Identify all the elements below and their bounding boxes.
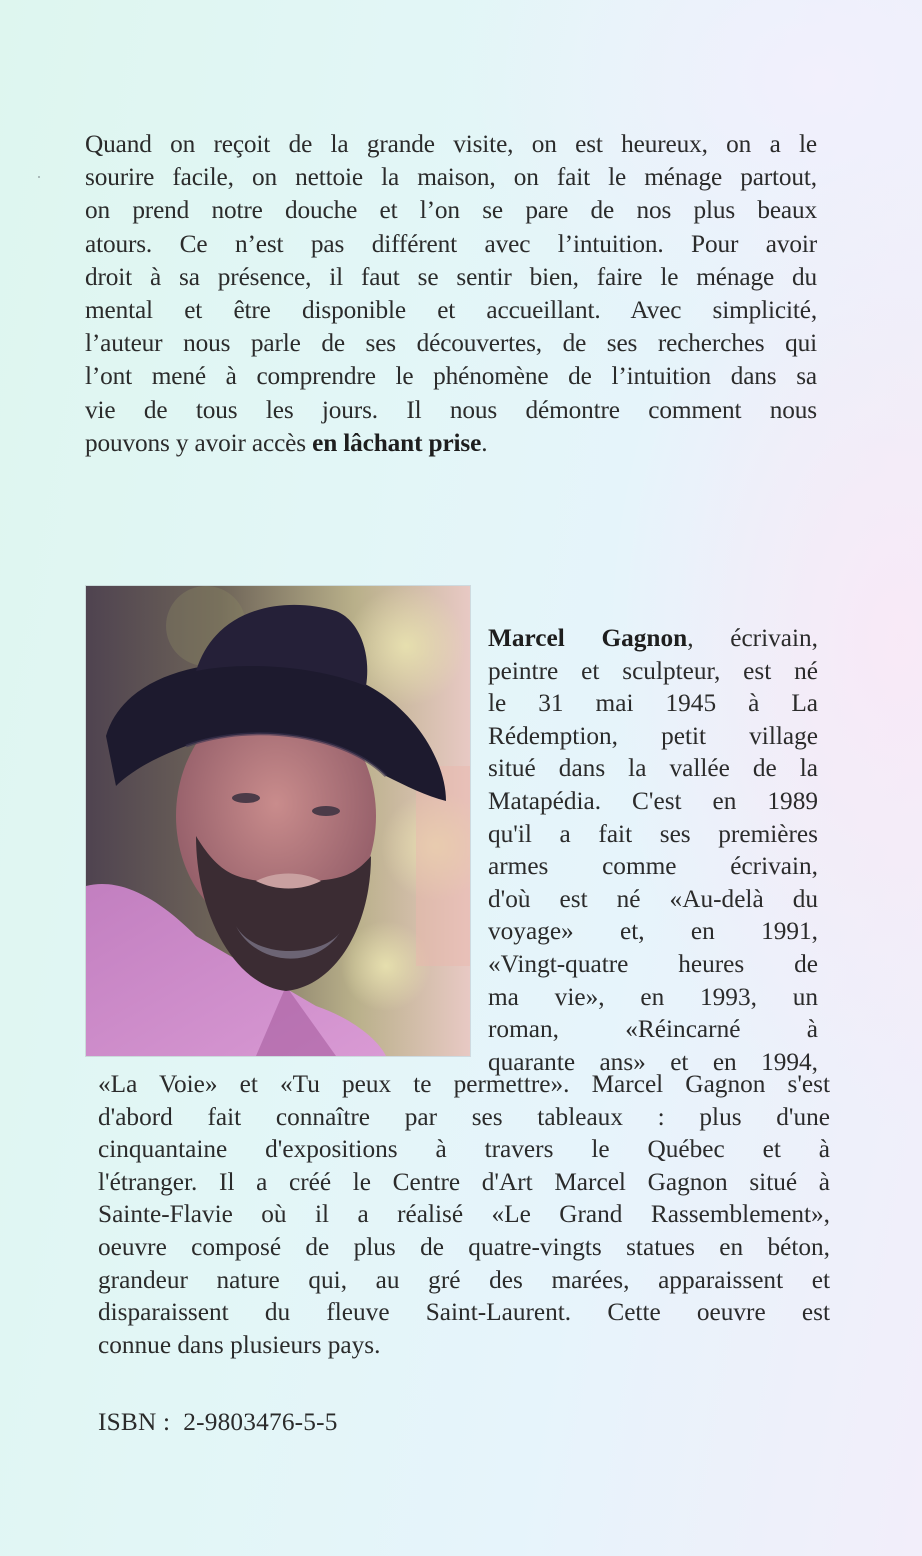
blurb-line: l’ont mené à comprendre le phénomène de l’intuition dans sa: [85, 362, 817, 391]
bio-text: , écrivain,: [687, 624, 818, 652]
bio-line: cinquantaine d'expositions à travers le Québec et à: [98, 1135, 830, 1164]
blurb-emphasis: en lâchant prise: [312, 428, 482, 457]
bio-line: Sainte-Flavie où il a réalisé «Le Grand Rassemblement»,: [98, 1200, 830, 1229]
bio-line: d'où est né «Au-delà du: [488, 884, 818, 913]
blurb-line: atours. Ce n’est pas différent avec l’intuition. Pour avoir: [85, 229, 817, 258]
blurb-last-suffix: .: [481, 428, 488, 457]
author-portrait-image: [86, 586, 470, 1056]
bio-line: situé dans la vallée de la: [488, 754, 818, 783]
bio-line: l'étranger. Il a créé le Centre d'Art Marcel Gagnon situé à: [98, 1167, 830, 1196]
blurb-last-line: [85, 427, 817, 460]
isbn-label: ISBN :: [98, 1408, 171, 1436]
author-name: Marcel Gagnon: [488, 624, 688, 652]
blurb-line: on prend notre douche et l’on se pare de nos plus beaux: [85, 196, 817, 225]
bio-line: quarante ans» et en 1994,: [488, 1047, 818, 1076]
bio-line: roman, «Réincarné à: [488, 1015, 818, 1044]
blurb-line: sourire facile, on nettoie la maison, on fait le ménage partout,: [85, 163, 817, 192]
isbn-value: 2-9803476-5-5: [183, 1408, 338, 1436]
bio-line: connue dans plusieurs pays.: [98, 1330, 381, 1359]
blurb-line: vie de tous les jours. Il nous démontre comment nous: [85, 395, 817, 424]
bio-line: oeuvre composé de plus de quatre-vingts statues en béton,: [98, 1232, 830, 1261]
bio-line: qu'il a fait ses premières: [488, 819, 818, 848]
print-speck: [38, 176, 40, 178]
bio-line: d'abord fait connaître par ses tableaux : plus d'une: [98, 1102, 830, 1131]
isbn: [98, 1406, 338, 1438]
bio-line: le 31 mai 1945 à La: [488, 689, 818, 718]
blurb-line: droit à sa présence, il faut se sentir bien, faire le ménage du: [85, 262, 817, 291]
bio-line: peintre et sculpteur, est né: [488, 656, 818, 685]
bio-line: «Vingt-quatre heures de: [488, 949, 818, 978]
bio-line: «La Voie» et «Tu peux te permettre». Marcel Gagnon s'est: [98, 1070, 830, 1098]
bio-line: disparaissent du fleuve Saint-Laurent. Cette oeuvre est: [98, 1298, 830, 1327]
bio-line: Matapédia. C'est en 1989: [488, 786, 818, 815]
bio-line: Rédemption, petit village: [488, 721, 818, 750]
blurb-line: l’auteur nous parle de ses découvertes, de ses recherches qui: [85, 329, 817, 358]
blurb-line: Quand on reçoit de la grande visite, on est heureux, on a le: [85, 130, 817, 158]
bio-line: ma vie», en 1993, un: [488, 982, 818, 1011]
blurb-line: mental et être disponible et accueillant. Avec simplicité,: [85, 296, 817, 325]
blurb-last-prefix: pouvons y avoir accès: [85, 428, 313, 457]
bio-line: grandeur nature qui, au gré des marées, apparaissent et: [98, 1265, 830, 1294]
bio-line: voyage» et, en 1991,: [488, 917, 818, 946]
author-bio-continuation: [98, 1068, 830, 1361]
bio-line: armes comme écrivain,: [488, 852, 818, 881]
author-photo: [86, 586, 470, 1056]
blurb-paragraph: [85, 128, 817, 460]
bio-first-line: [488, 622, 818, 655]
author-bio-column: [488, 622, 818, 1078]
